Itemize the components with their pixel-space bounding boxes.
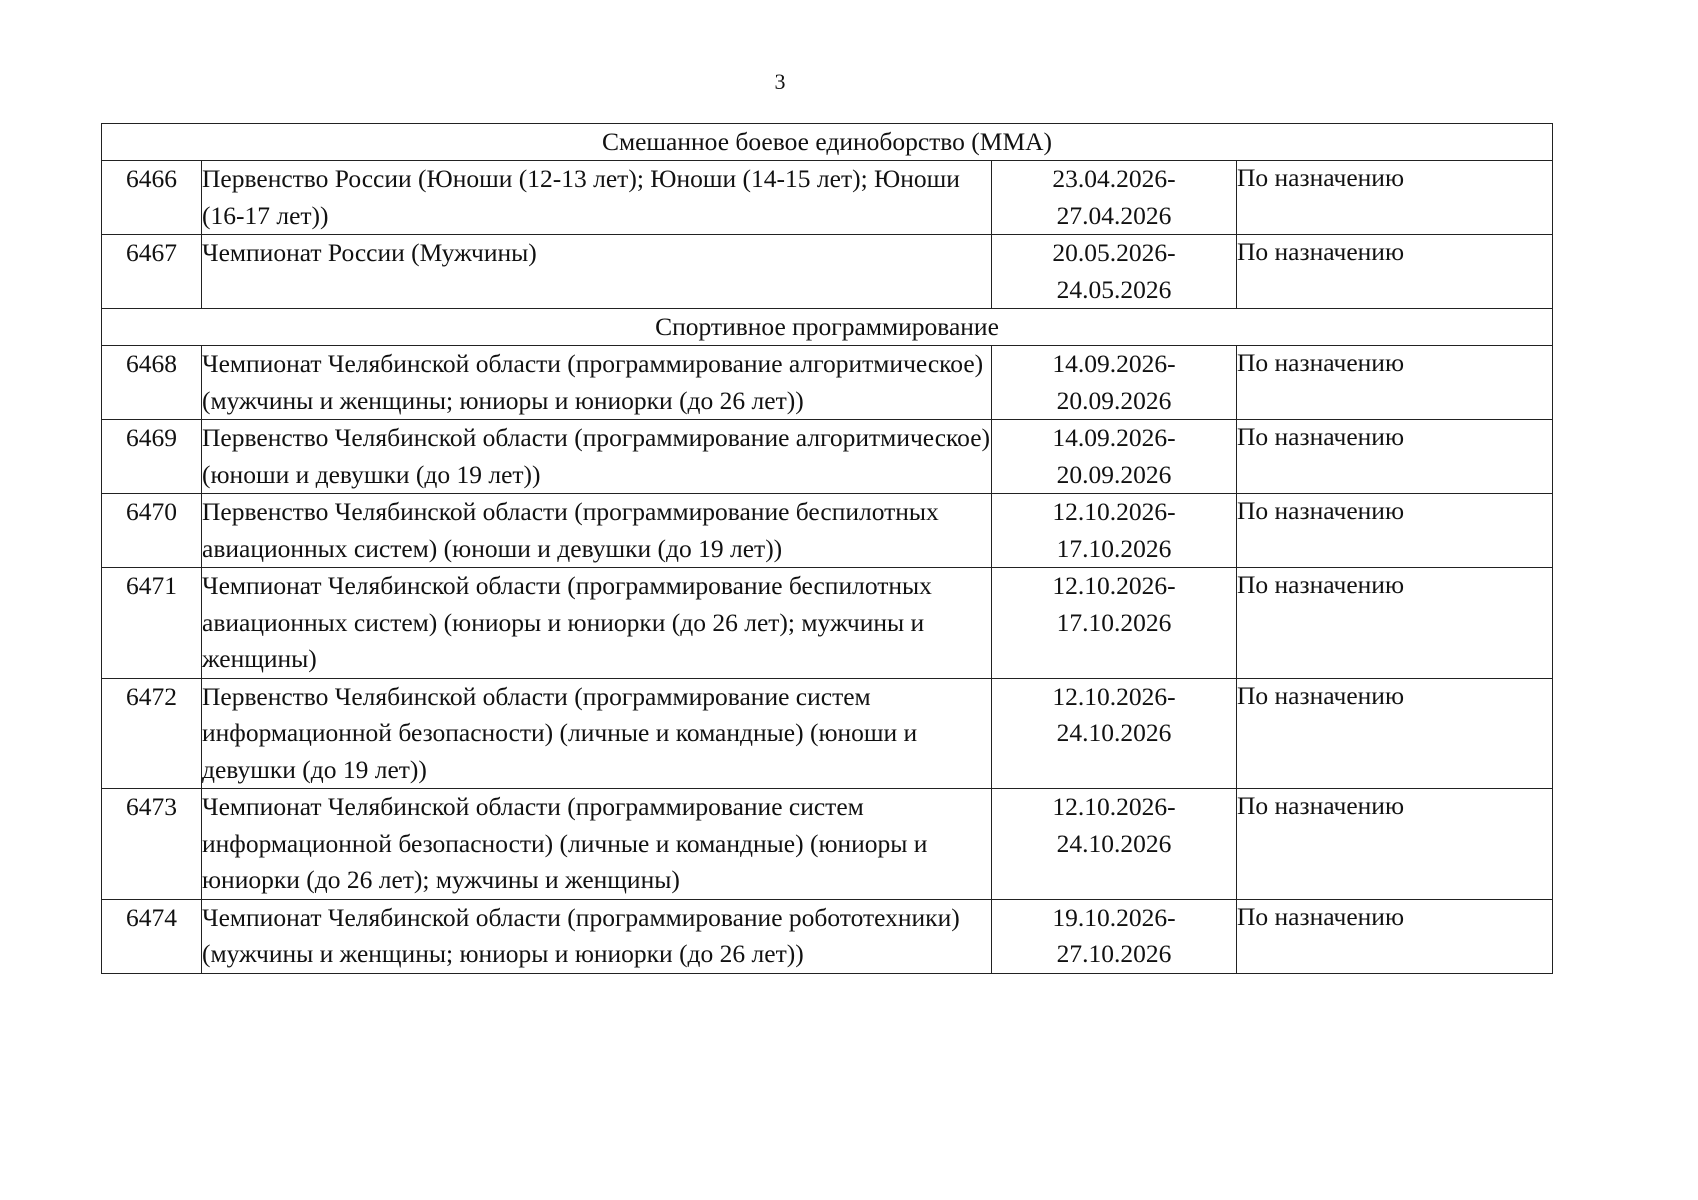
event-name: Чемпионат России (Мужчины) [202, 235, 992, 309]
date-start: 12.10.2026- [1052, 681, 1176, 711]
event-number: 6466 [102, 161, 202, 235]
event-name: Первенство России (Юноши (12-13 лет); Юноши (14-15 лет); Юноши (16-17 лет)) [202, 161, 992, 235]
event-dates [992, 678, 1237, 789]
event-name: Чемпионат Челябинской области (программирование алгоритмическое) (мужчины и женщины; юниоры и юниорки (до 26 лет)) [202, 346, 992, 420]
date-start: 12.10.2026- [1052, 571, 1176, 600]
event-venue: По назначению [1237, 494, 1553, 568]
event-dates [992, 346, 1237, 420]
event-name: Чемпионат Челябинской области (программирование робототехники) (мужчины и женщины; юниоры и юниорки (до 26 лет)) [202, 899, 992, 973]
event-name: Чемпионат Челябинской области (программирование систем информационной безопасности) (личные и командные) (юниоры и юниорки (до 26 лет); мужчины и женщины) [202, 789, 992, 900]
event-name: Первенство Челябинской области (программирование систем информационной безопасности) (личные и командные) (юноши и девушки (до 19 лет)) [202, 678, 992, 789]
event-name: Первенство Челябинской области (программирование беспилотных авиационных систем) (юноши и девушки (до 19 лет)) [202, 494, 992, 568]
event-name: Первенство Челябинской области (программирование алгоритмическое) (юноши и девушки (до 19 лет)) [202, 420, 992, 494]
table-row [102, 899, 1553, 973]
event-dates [992, 161, 1237, 235]
event-venue: По назначению [1237, 420, 1553, 494]
date-end: 24.05.2026 [1056, 274, 1172, 304]
event-venue: По назначению [1237, 899, 1553, 973]
event-number: 6471 [102, 568, 202, 679]
table-row [102, 678, 1553, 789]
date-start: 14.09.2026- [1052, 423, 1176, 452]
event-dates [992, 494, 1237, 568]
table-row [102, 420, 1553, 494]
section-header-row [102, 124, 1553, 161]
section-header-row [102, 309, 1553, 346]
table-row [102, 789, 1553, 900]
event-number: 6470 [102, 494, 202, 568]
date-end: 27.10.2026 [1056, 939, 1172, 968]
date-start: 20.05.2026- [1052, 238, 1176, 267]
date-start: 19.10.2026- [1052, 902, 1176, 932]
page-number: 3 [774, 69, 786, 94]
event-dates [992, 568, 1237, 679]
date-start: 12.10.2026- [1052, 792, 1176, 821]
date-start: 12.10.2026- [1052, 497, 1176, 526]
table-row [102, 161, 1553, 235]
table-row [102, 235, 1553, 309]
event-dates [992, 420, 1237, 494]
competition-schedule-table [101, 123, 1553, 974]
table-row [102, 494, 1553, 568]
event-dates [992, 235, 1237, 309]
event-venue: По назначению [1237, 346, 1553, 420]
event-venue: По назначению [1237, 161, 1553, 235]
date-start: 23.04.2026- [1052, 164, 1176, 193]
date-end: 17.10.2026 [1056, 533, 1172, 563]
date-end: 20.09.2026 [1056, 459, 1172, 489]
event-number: 6472 [102, 678, 202, 789]
section-title: Спортивное программирование [102, 309, 1553, 346]
date-end: 17.10.2026 [1056, 607, 1172, 637]
date-end: 24.10.2026 [1056, 718, 1172, 747]
event-venue: По назначению [1237, 568, 1553, 679]
date-end: 27.04.2026 [1056, 200, 1172, 230]
event-dates [992, 789, 1237, 900]
table-row [102, 346, 1553, 420]
date-end: 24.10.2026 [1056, 828, 1172, 858]
event-number: 6467 [102, 235, 202, 309]
event-number: 6468 [102, 346, 202, 420]
event-venue: По назначению [1237, 235, 1553, 309]
section-title: Смешанное боевое единоборство (ММА) [102, 124, 1553, 161]
event-dates [992, 899, 1237, 973]
event-name: Чемпионат Челябинской области (программирование беспилотных авиационных систем) (юниоры и юниорки (до 26 лет); мужчины и женщины) [202, 568, 992, 679]
event-number: 6474 [102, 899, 202, 973]
event-number: 6473 [102, 789, 202, 900]
event-venue: По назначению [1237, 678, 1553, 789]
table-row [102, 568, 1553, 679]
event-venue: По назначению [1237, 789, 1553, 900]
date-end: 20.09.2026 [1056, 385, 1172, 415]
date-start: 14.09.2026- [1052, 349, 1176, 378]
event-number: 6469 [102, 420, 202, 494]
